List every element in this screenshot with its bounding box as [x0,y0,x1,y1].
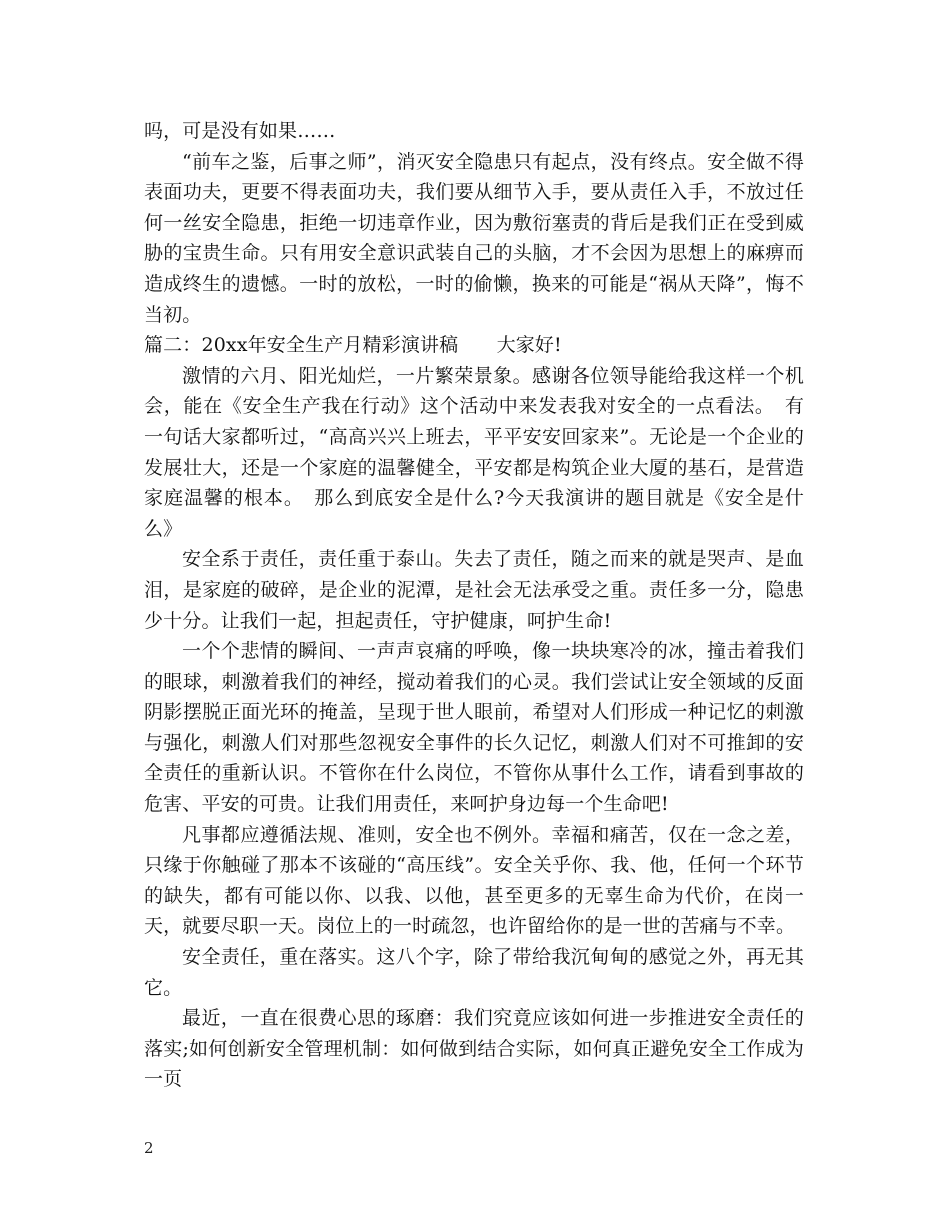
document-body [144,116,804,1095]
paragraph: 激情的六月、阳光灿烂，一片繁荣景象。感谢各位领导能给我这样一个机会，能在《安全生产我在行动》这个活动中来发表我对安全的一点看法。 有一句话大家都听过，“高高兴兴上班去，平平安安回家来”。无论是一个企业的发展壮大，还是一个家庭的温馨健全，平安都是构筑企业大厦的基石，是营造家庭温馨的根本。 那么到底安全是什么?今天我演讲的题目就是《安全是什么》 [144,364,804,540]
paragraph: 安全系于责任，责任重于泰山。失去了责任，随之而来的就是哭声、是血泪，是家庭的破碎，是企业的泥潭，是社会无法承受之重。责任多一分，隐患少十分。让我们一起，担起责任，守护健康，呵护生命! [144,548,804,632]
paragraph: 凡事都应遵循法规、准则，安全也不例外。幸福和痛苦，仅在一念之差，只缘于你触碰了那本不该碰的“高压线”。安全关乎你、我、他，任何一个环节的缺失，都有可能以你、以我、以他，甚至更多的无辜生命为代价，在岗一天，就要尽职一天。岗位上的一时疏忽，也许留给你的是一世的苦痛与不幸。 [144,823,804,938]
section-heading: 篇二：20xx年安全生产月精彩演讲稿 大家好! [144,334,562,357]
paragraph: “前车之鉴，后事之师”，消灭安全隐患只有起点，没有终点。安全做不得表面功夫，更要不得表面功夫，我们要从细节入手，要从责任入手，不放过任何一丝安全隐患，拒绝一切违章作业，因为敷衍塞责的背后是我们正在受到威胁的宝贵生命。只有用安全意识武装自己的头脑，才不会因为思想上的麻痹而造成终生的遗憾。一时的放松，一时的偷懒，换来的可能是“祸从天降”，悔不当初。 [144,150,804,326]
paragraph: 安全责任，重在落实。这八个字，除了带给我沉甸甸的感觉之外，再无其它。 [144,946,804,999]
paragraph: 一个个悲情的瞬间、一声声哀痛的呼唤，像一块块寒冷的冰，撞击着我们的眼球，刺激着我们的神经，搅动着我们的心灵。我们尝试让安全领域的反面阴影摆脱正面光环的掩盖，呈现于世人眼前，希望对人们形成一种记忆的刺激与强化，刺激人们对那些忽视安全事件的长久记忆，刺激人们对不可推卸的安全责任的重新认识。不管你在什么岗位，不管你从事什么工作，请看到事故的危害、平安的可贵。让我们用责任，来呵护身边每一个生命吧! [144,640,804,816]
paragraph: 最近，一直在很费心思的琢磨：我们究竟应该如何进一步推进安全责任的落实;如何创新安全管理机制：如何做到结合实际，如何真正避免安全工作成为一页 [144,1007,804,1091]
page-number: 2 [144,1139,154,1157]
paragraph: 吗，可是没有如果…… [144,120,336,142]
